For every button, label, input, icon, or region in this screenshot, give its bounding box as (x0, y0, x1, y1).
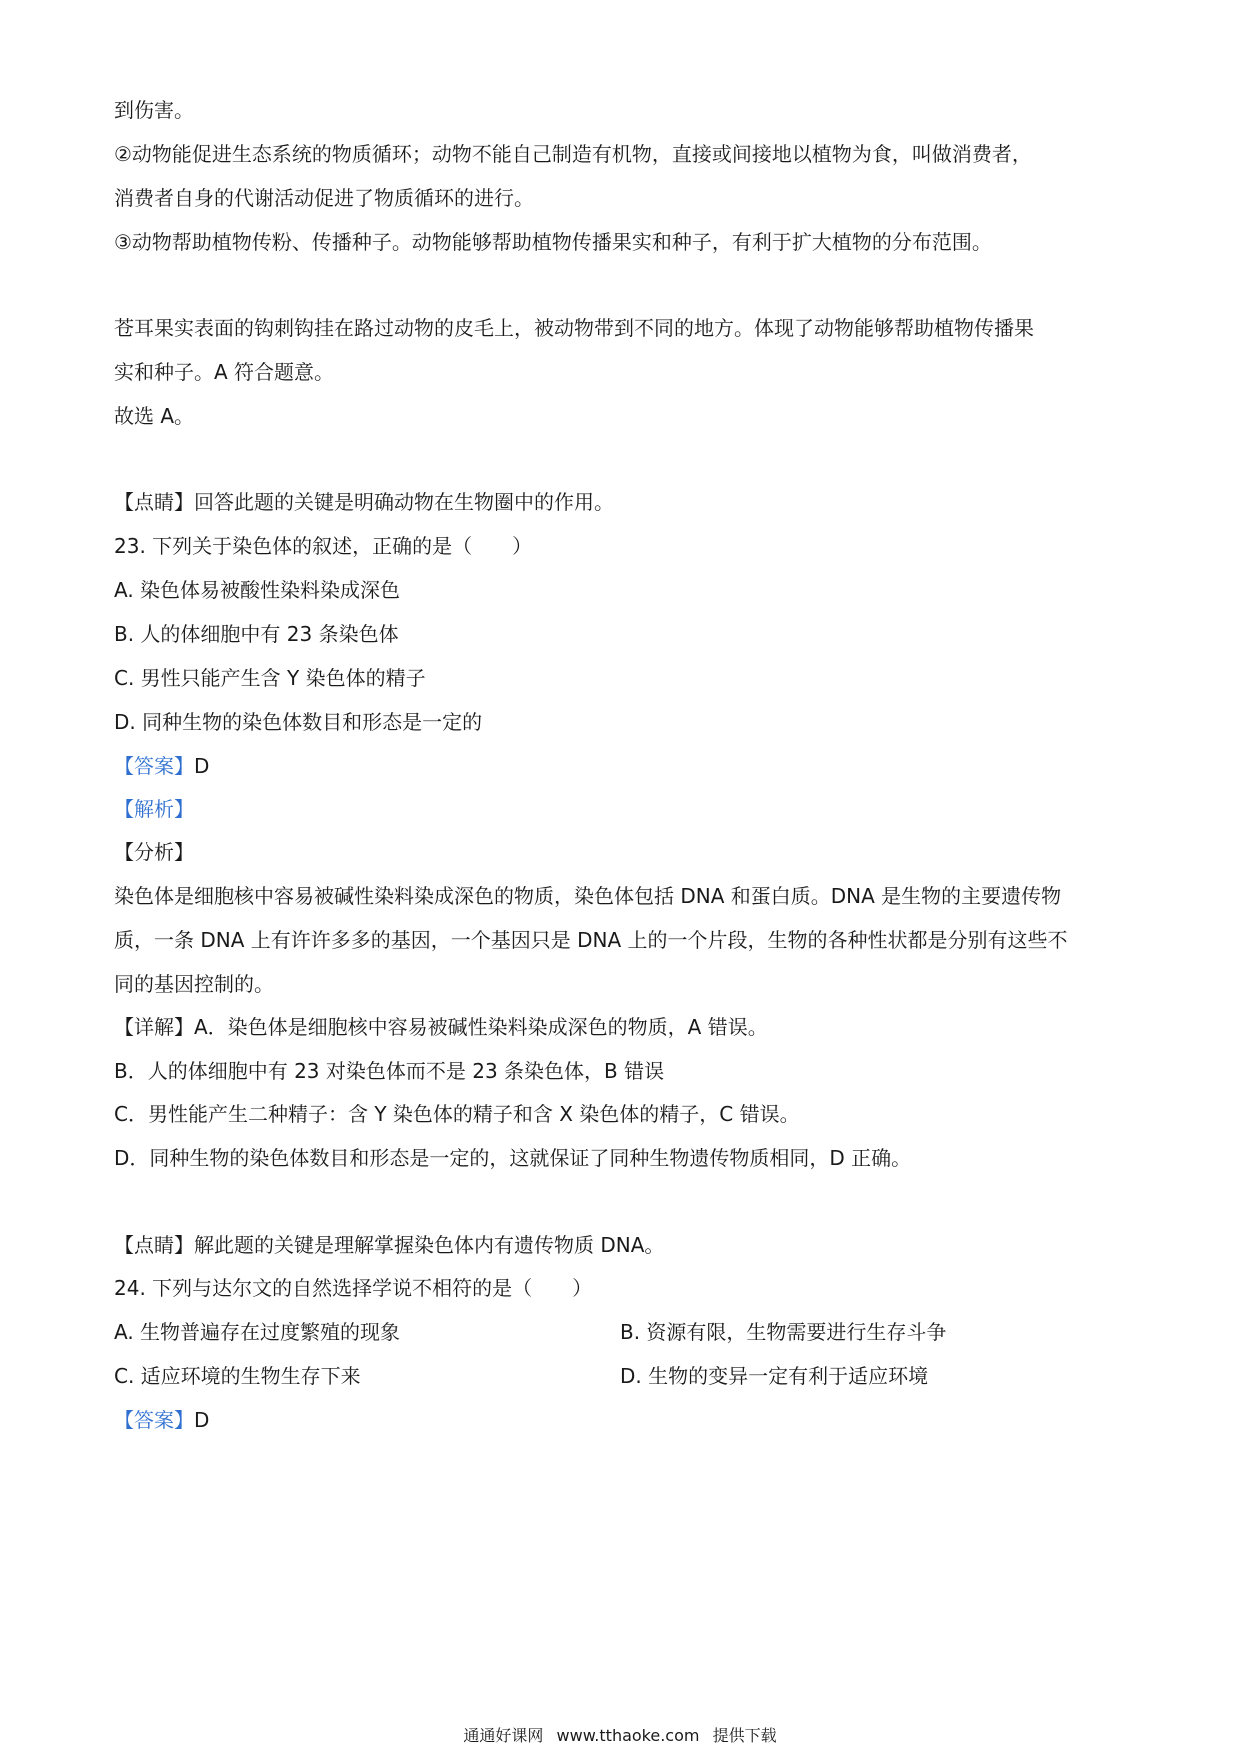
q24-option-d: D. 生物的变异一定有利于适应环境 (620, 1364, 929, 1388)
q23-detail-a (114, 1013, 768, 1041)
q23-option-c: C. 男性只能产生含 Y 染色体的精子 (114, 666, 426, 690)
answer-label: 【答案】 (114, 754, 194, 778)
footer-url[interactable]: www.tthaoke.com (556, 1726, 700, 1745)
q24-answer (114, 1406, 209, 1434)
comment-text: 回答此题的关键是明确动物在生物圈中的作用。 (194, 490, 614, 514)
q23-fenxi-line-2: 质，一条 DNA 上有许许多多的基因，一个基因只是 DNA 上的一个片段，生物的各种性状都是分别有这些不 (114, 928, 1068, 952)
intro-line-3: 消费者自身的代谢活动促进了物质循环的进行。 (114, 186, 534, 210)
intro-line-2: ②动物能促进生态系统的物质循环；动物不能自己制造有机物，直接或间接地以植物为食，叫做消费者， (114, 142, 1032, 166)
q23-question: 23. 下列关于染色体的叙述，正确的是（ ） (114, 534, 533, 558)
intro-line-1: 到伤害。 (114, 98, 194, 122)
q24-option-b: B. 资源有限，生物需要进行生存斗争 (620, 1320, 947, 1344)
q23-analysis-label: 【解析】 (114, 797, 194, 821)
comment-label: 【点睛】 (114, 490, 194, 514)
comment-text: 解此题的关键是理解掌握染色体内有遗传物质 DNA。 (194, 1233, 665, 1257)
q23-detail-d: D．同种生物的染色体数目和形态是一定的，这就保证了同种生物遗传物质相同，D 正确。 (114, 1146, 912, 1170)
q23-detail-c: C．男性能产生二种精子：含 Y 染色体的精子和含 X 染色体的精子，C 错误。 (114, 1102, 800, 1126)
page-footer (0, 1724, 1240, 1748)
q24-option-c: C. 适应环境的生物生存下来 (114, 1364, 361, 1388)
detail-label: 【详解】 (114, 1015, 194, 1039)
comment-label: 【点睛】 (114, 1233, 194, 1257)
q23-option-a: A. 染色体易被酸性染料染成深色 (114, 578, 401, 602)
q23-fenxi-line-1: 染色体是细胞核中容易被碱性染料染成深色的物质，染色体包括 DNA 和蛋白质。DNA 是生物的主要遗传物 (114, 884, 1062, 908)
answer-value: D (194, 1408, 210, 1432)
q23-answer (114, 752, 209, 780)
q22-conclusion: 故选 A。 (114, 404, 195, 428)
q23-comment (114, 1231, 664, 1259)
intro-line-4: ③动物帮助植物传粉、传播种子。动物能够帮助植物传播果实和种子，有利于扩大植物的分布范围。 (114, 230, 992, 254)
q22-detail-line-1: 苍耳果实表面的钩刺钩挂在路过动物的皮毛上，被动物带到不同的地方。体现了动物能够帮助植物传播果 (114, 316, 1034, 340)
footer-site-name: 通通好课网 (463, 1726, 544, 1745)
q24-question: 24. 下列与达尔文的自然选择学说不相符的是（ ） (114, 1276, 593, 1300)
q23-option-b: B. 人的体细胞中有 23 条染色体 (114, 622, 399, 646)
detail-a-text: A．染色体是细胞核中容易被碱性染料染成深色的物质，A 错误。 (194, 1015, 768, 1039)
footer-download: 提供下载 (712, 1726, 777, 1745)
q23-option-d: D. 同种生物的染色体数目和形态是一定的 (114, 710, 483, 734)
q22-detail-line-2: 实和种子。A 符合题意。 (114, 360, 335, 384)
q23-fenxi-label: 【分析】 (114, 840, 194, 864)
q22-comment (114, 488, 614, 516)
q23-detail-b: B．人的体细胞中有 23 对染色体而不是 23 条染色体，B 错误 (114, 1059, 665, 1083)
q23-fenxi-line-3: 同的基因控制的。 (114, 972, 274, 996)
q24-option-a: A. 生物普遍存在过度繁殖的现象 (114, 1320, 401, 1344)
answer-label: 【答案】 (114, 1408, 194, 1432)
answer-value: D (194, 754, 210, 778)
